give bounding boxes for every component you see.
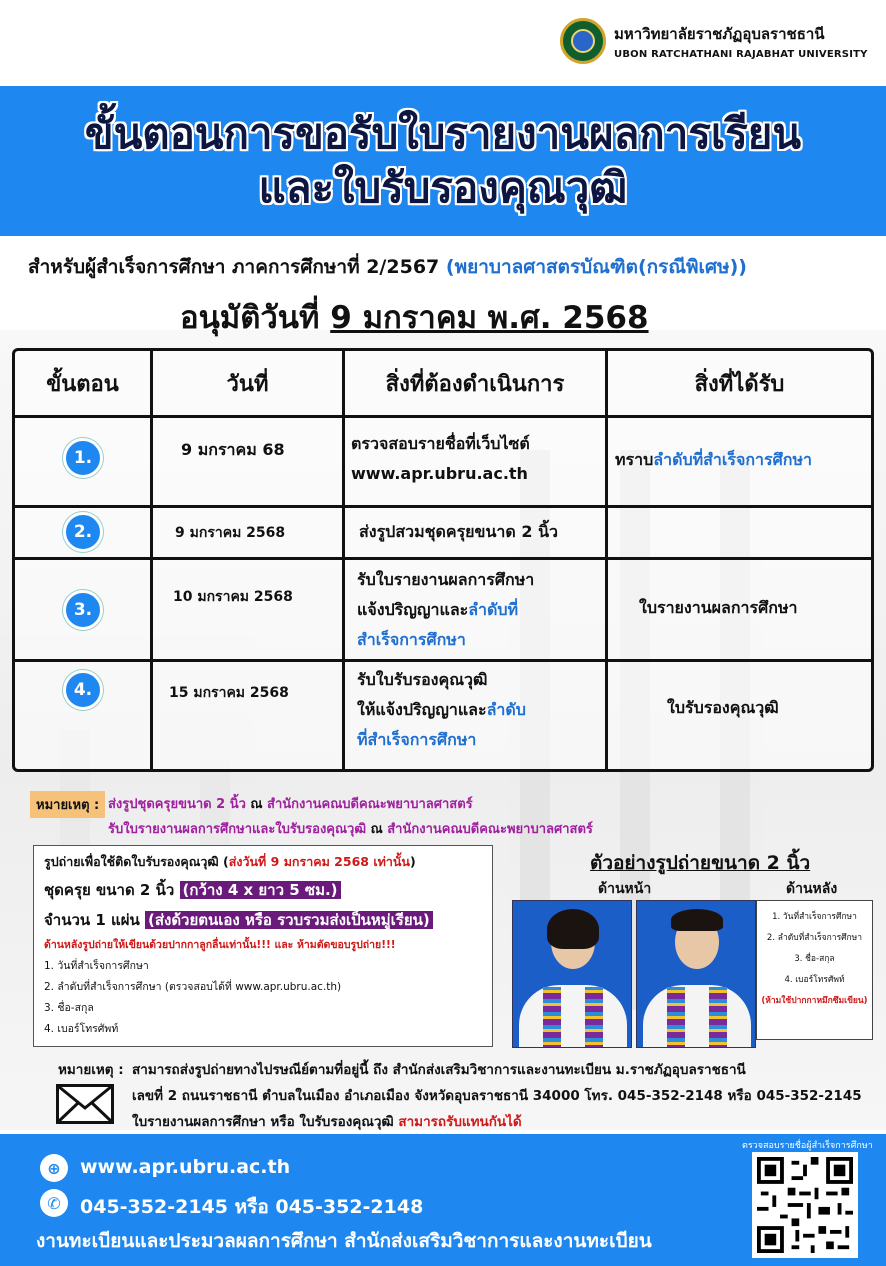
photo-delivery-method: (ส่งด้วยตนเอง หรือ รวบรวมส่งเป็นหมู่เรียน) <box>145 911 433 929</box>
step-action-line <box>357 598 518 623</box>
footer-website[interactable]: www.apr.ubru.ac.th <box>80 1156 291 1178</box>
step-result <box>615 448 812 473</box>
step-action-line: รับใบรายงานผลการศึกษา <box>357 570 535 589</box>
header-date: วันที่ <box>226 371 269 397</box>
qr-code[interactable] <box>752 1152 858 1258</box>
photo-deadline: ส่งวันที่ 9 มกราคม 2568 เท่านั้น <box>228 854 410 869</box>
footer-phone: 045-352-2145 หรือ 045-352-2148 <box>80 1196 424 1218</box>
header-step: ขั้นตอน <box>46 371 119 397</box>
step-badge: 3. <box>63 590 103 630</box>
step-date: 10 มกราคม 2568 <box>173 589 293 605</box>
step-date: 9 มกราคม 2568 <box>175 525 286 541</box>
subtitle-program: (พยาบาลศาสตรบัณฑิต(กรณีพิเศษ)) <box>445 256 747 278</box>
steps-table <box>12 348 874 772</box>
step-date: 15 มกราคม 2568 <box>169 685 289 701</box>
photo-purpose <box>44 852 482 872</box>
mail-pickup-text: ใบรายงานผลการศึกษา หรือ ใบรับรองคุณวุฒิ <box>132 1114 394 1130</box>
header-result: สิ่งที่ได้รับ <box>694 371 785 397</box>
qr-caption: ตรวจสอบรายชื่อผู้สำเร็จการศึกษา <box>742 1141 873 1151</box>
step-action-link: ลำดับที่ <box>468 600 519 619</box>
subtitle <box>28 252 747 282</box>
university-name-en: UBON RATCHATHANI RAJABHAT UNIVERSITY <box>614 49 868 60</box>
step-action-link: ลำดับ <box>486 700 526 719</box>
photo-instructions-box <box>33 845 493 1047</box>
qr-code-icon <box>757 1157 853 1253</box>
globe-icon: ⊕ <box>40 1154 68 1182</box>
step-action-url: www.apr.ubru.ac.th <box>351 464 528 483</box>
note-line <box>108 793 473 814</box>
note-item: ส่งรูปชุดครุยขนาด 2 นิ้ว <box>108 797 246 812</box>
step-action-line: ส่งรูปสวมชุดครุยขนาด 2 นิ้ว <box>359 522 558 541</box>
step-badge: 4. <box>63 670 103 710</box>
photo-warning: ด้านหลังรูปถ่ายให้เขียนด้วยปากกาลูกลื่นเท่านั้น!!! และ ห้ามตัดขอบรูปถ่าย!!! <box>44 939 396 951</box>
back-card-item: 2. ลำดับที่สำเร็จการศึกษา <box>766 933 863 943</box>
photo-back-item: 1. วันที่สำเร็จการศึกษา <box>44 960 149 972</box>
example-portrait-male <box>636 900 756 1048</box>
step-date: 9 มกราคม 68 <box>181 440 285 459</box>
note-connector: ณ <box>370 822 383 837</box>
note-item: รับใบรายงานผลการศึกษาและใบรับรองคุณวุฒิ <box>108 822 367 837</box>
photo-back-item: 4. เบอร์โทรศัพท์ <box>44 1023 119 1035</box>
mail-pickup-note: สามารถรับแทนกันได้ <box>398 1114 522 1130</box>
example-back-label: ด้านหลัง <box>786 881 838 897</box>
note-place: สำนักงานคณบดีคณะพยาบาลศาสตร์ <box>387 822 593 837</box>
approval-date-value: 9 มกราคม พ.ศ. 2568 <box>330 300 649 336</box>
step-result: ใบรับรองคุณวุฒิ <box>667 698 779 717</box>
title-banner <box>0 86 886 236</box>
page-title-line-2: และใบรับรองคุณวุฒิ <box>258 163 628 212</box>
envelope-icon <box>56 1084 114 1124</box>
step-result-link: ลำดับที่สำเร็จการศึกษา <box>653 450 812 469</box>
university-name-th: มหาวิทยาลัยราชภัฏอุบลราชธานี <box>614 25 825 43</box>
university-seal-icon <box>560 18 606 64</box>
step-badge: 1. <box>63 438 103 478</box>
table-header-row <box>15 351 871 418</box>
back-card-warning: (ห้ามใช้ปากกาหมึกซึมเขียน) <box>761 996 868 1006</box>
header-action: สิ่งที่ต้องดำเนินการ <box>385 371 565 397</box>
mail-note-label: หมายเหตุ : <box>58 1062 124 1078</box>
note-connector: ณ <box>250 797 263 812</box>
photo-quantity-text: จำนวน 1 แผ่น <box>44 911 140 929</box>
subtitle-prefix: สำหรับผู้สำเร็จการศึกษา ภาคการศึกษาที่ 2/2567 <box>28 256 440 278</box>
mail-address-line: สามารถส่งรูปถ่ายทางไปรษณีย์ตามที่อยู่นี้ ถึง สำนักส่งเสริมวิชาการและงานทะเบียน ม.ราชภัฏอุบลราชธานี <box>132 1062 746 1078</box>
approval-date <box>180 292 649 342</box>
photo-back-item: 2. ลำดับที่สำเร็จการศึกษา (ตรวจสอบได้ที่ www.apr.ubru.ac.th) <box>44 981 342 993</box>
step-badge: 2. <box>63 512 103 552</box>
table-row <box>15 662 871 769</box>
photo-size-text: ชุดครุย ขนาด 2 นิ้ว <box>44 881 175 899</box>
university-logo <box>560 18 868 64</box>
step-action-line: รับใบรับรองคุณวุฒิ <box>357 670 488 689</box>
photo-purpose-close: ) <box>409 854 416 869</box>
step-action-line: ตรวจสอบรายชื่อที่เว็บไซต์ <box>351 434 530 453</box>
example-back-card <box>756 900 873 1040</box>
note-place: สำนักงานคณบดีคณะพยาบาลศาสตร์ <box>267 797 473 812</box>
mail-address-line: เลขที่ 2 ถนนราชธานี ตำบลในเมือง อำเภอเมือง จังหวัดอุบลราชธานี 34000 โทร. 045-352-2148 หรือ 045-352-2145 <box>132 1088 862 1104</box>
step-result-prefix: ทราบ <box>615 450 654 469</box>
back-card-item: 3. ชื่อ-สกุล <box>794 954 835 964</box>
back-card-item: 4. เบอร์โทรศัพท์ <box>784 975 845 985</box>
approval-prefix: อนุมัติวันที่ <box>180 300 320 336</box>
step-action-prefix: ให้แจ้งปริญญาและ <box>357 700 487 719</box>
phone-icon: ✆ <box>40 1189 68 1217</box>
photo-back-item: 3. ชื่อ-สกุล <box>44 1002 94 1014</box>
step-action-prefix: แจ้งปริญญาและ <box>357 600 469 619</box>
photo-size <box>44 878 482 902</box>
note-line <box>108 818 593 839</box>
step-action-link: ที่สำเร็จการศึกษา <box>357 730 477 749</box>
table-row <box>15 418 871 508</box>
example-photo-title: ตัวอย่างรูปถ่ายขนาด 2 นิ้ว <box>590 852 811 874</box>
example-portrait-female <box>512 900 632 1048</box>
step-action-link: สำเร็จการศึกษา <box>357 630 466 649</box>
mail-pickup-line <box>132 1110 522 1132</box>
example-front-label: ด้านหน้า <box>598 881 652 897</box>
footer-office: งานทะเบียนและประมวลผลการศึกษา สำนักส่งเสริมวิชาการและงานทะเบียน <box>36 1230 652 1252</box>
note-label: หมายเหตุ : <box>30 791 105 818</box>
back-card-item: 1. วันที่สำเร็จการศึกษา <box>772 912 857 922</box>
step-action-line <box>357 698 526 723</box>
table-row <box>15 560 871 662</box>
photo-purpose-text: รูปถ่ายเพื่อใช้ติดใบรับรองคุณวุฒิ ( <box>44 854 229 869</box>
page-title-line-1: ขั้นตอนการขอรับใบรายงานผลการเรียน <box>84 109 802 158</box>
step-result: ใบรายงานผลการศึกษา <box>639 598 798 617</box>
photo-size-dimensions: (กว้าง 4 x ยาว 5 ซม.) <box>180 881 341 899</box>
table-row <box>15 508 871 560</box>
photo-quantity <box>44 908 482 932</box>
